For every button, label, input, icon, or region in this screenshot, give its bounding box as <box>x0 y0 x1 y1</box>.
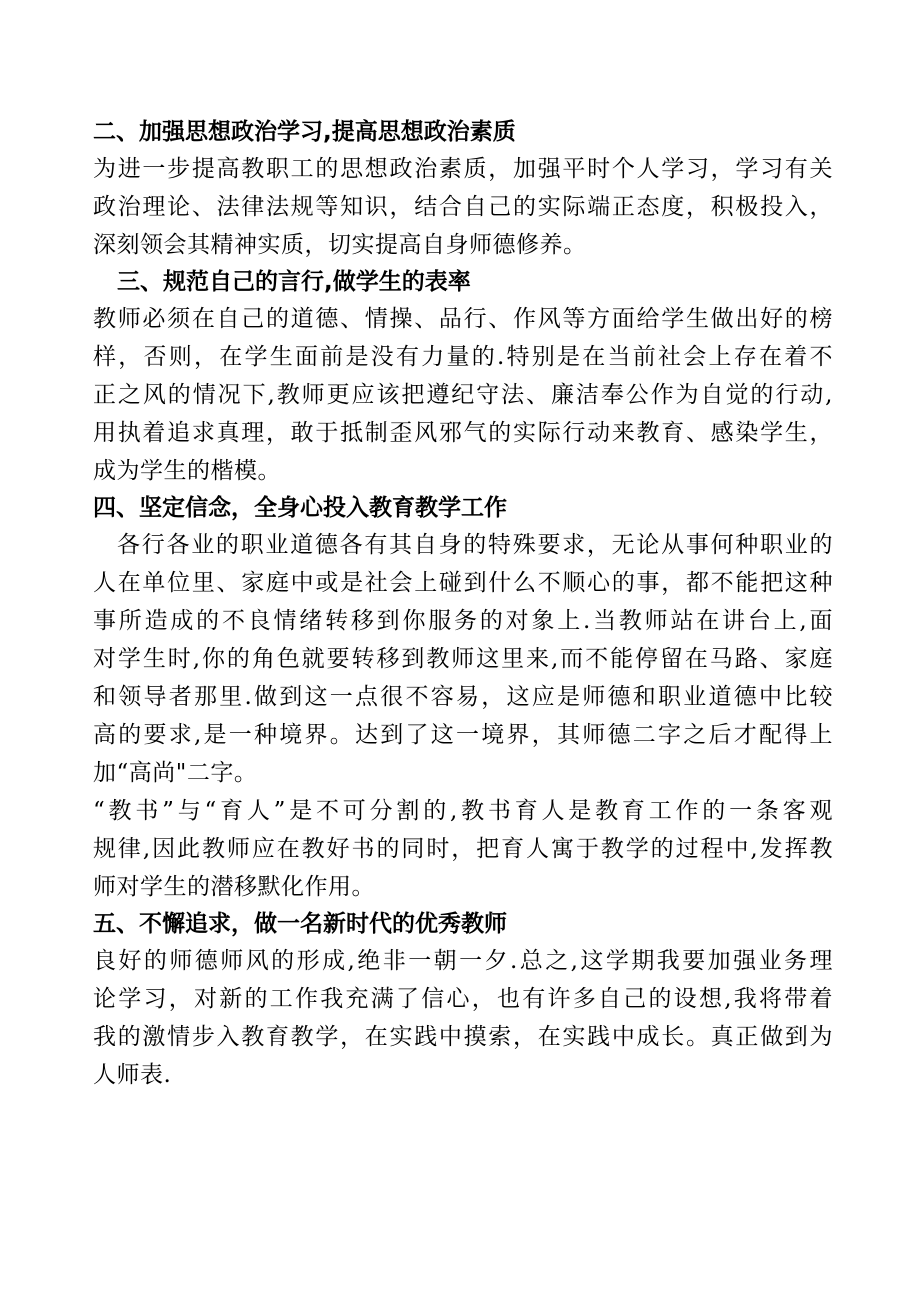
paragraph <box>93 942 833 1094</box>
text-line: 论学习，对新的工作我充满了信心，也有许多自己的设想,我将带着 <box>93 986 833 1012</box>
text-line: 对学生时,你的角色就要转移到教师这里来,而不能停留在马路、家庭 <box>93 646 833 672</box>
text-line: 政治理论、法律法规等知识，结合自己的实际端正态度，积极投入， <box>93 194 833 220</box>
paragraph <box>93 150 833 264</box>
section-heading-2: 二、加强思想政治学习,提高思想政治素质 <box>93 119 516 145</box>
paragraph <box>93 300 833 490</box>
text-line: 高的要求,是一种境界。达到了这一境界，其师德二字之后才配得上 <box>93 722 833 748</box>
text-line: 教师必须在自己的道德、情操、品行、作风等方面给学生做出好的榜 <box>93 306 833 332</box>
section-heading-3: 三、规范自己的言行,做学生的表率 <box>117 269 471 295</box>
text-line: 样，否则，在学生面前是没有力量的.特别是在当前社会上存在着不 <box>93 344 833 370</box>
text-line: 为进一步提高教职工的思想政治素质，加强平时个人学习，学习有关 <box>93 156 833 182</box>
paragraph <box>93 526 833 792</box>
text-line: 师对学生的潜移默化作用。 <box>93 874 375 900</box>
text-line: 人师表. <box>93 1062 172 1088</box>
text-line: 各行各业的职业道德各有其自身的特殊要求，无论从事何种职业的 <box>117 532 833 558</box>
text-line: 正之风的情况下,教师更应该把遵纪守法、廉洁奉公作为自觉的行动, <box>93 382 833 408</box>
text-line: 规律,因此教师应在教好书的同时，把育人寓于教学的过程中,发挥教 <box>93 836 833 862</box>
text-line: 深刻领会其精神实质，切实提高自身师德修养。 <box>93 232 587 258</box>
text-line: 良好的师德师风的形成,绝非一朝一夕.总之,这学期我要加强业务理 <box>93 948 833 974</box>
text-line: 和领导者那里.做到这一点很不容易，这应是师德和职业道德中比较 <box>93 684 833 710</box>
document-body <box>93 114 833 1094</box>
text-line: 用执着追求真理，敢于抵制歪风邪气的实际行动来教育、感染学生， <box>93 420 833 446</box>
text-line: “教书”与“育人”是不可分割的,教书育人是教育工作的一条客观 <box>93 798 833 824</box>
text-line: 成为学生的楷模。 <box>93 458 281 484</box>
text-line: 事所造成的不良情绪转移到你服务的对象上.当教师站在讲台上,面 <box>93 608 833 634</box>
text-line: 人在单位里、家庭中或是社会上碰到什么不顺心的事，都不能把这种 <box>93 570 833 596</box>
paragraph <box>93 792 833 906</box>
section-heading-4: 四、坚定信念，全身心投入教育教学工作 <box>93 495 507 521</box>
section-heading-5: 五、不懈追求，做一名新时代的优秀教师 <box>93 911 507 937</box>
text-line: 我的激情步入教育教学，在实践中摸索，在实践中成长。真正做到为 <box>93 1024 833 1050</box>
text-line: 加“高尚"二字。 <box>93 760 258 786</box>
